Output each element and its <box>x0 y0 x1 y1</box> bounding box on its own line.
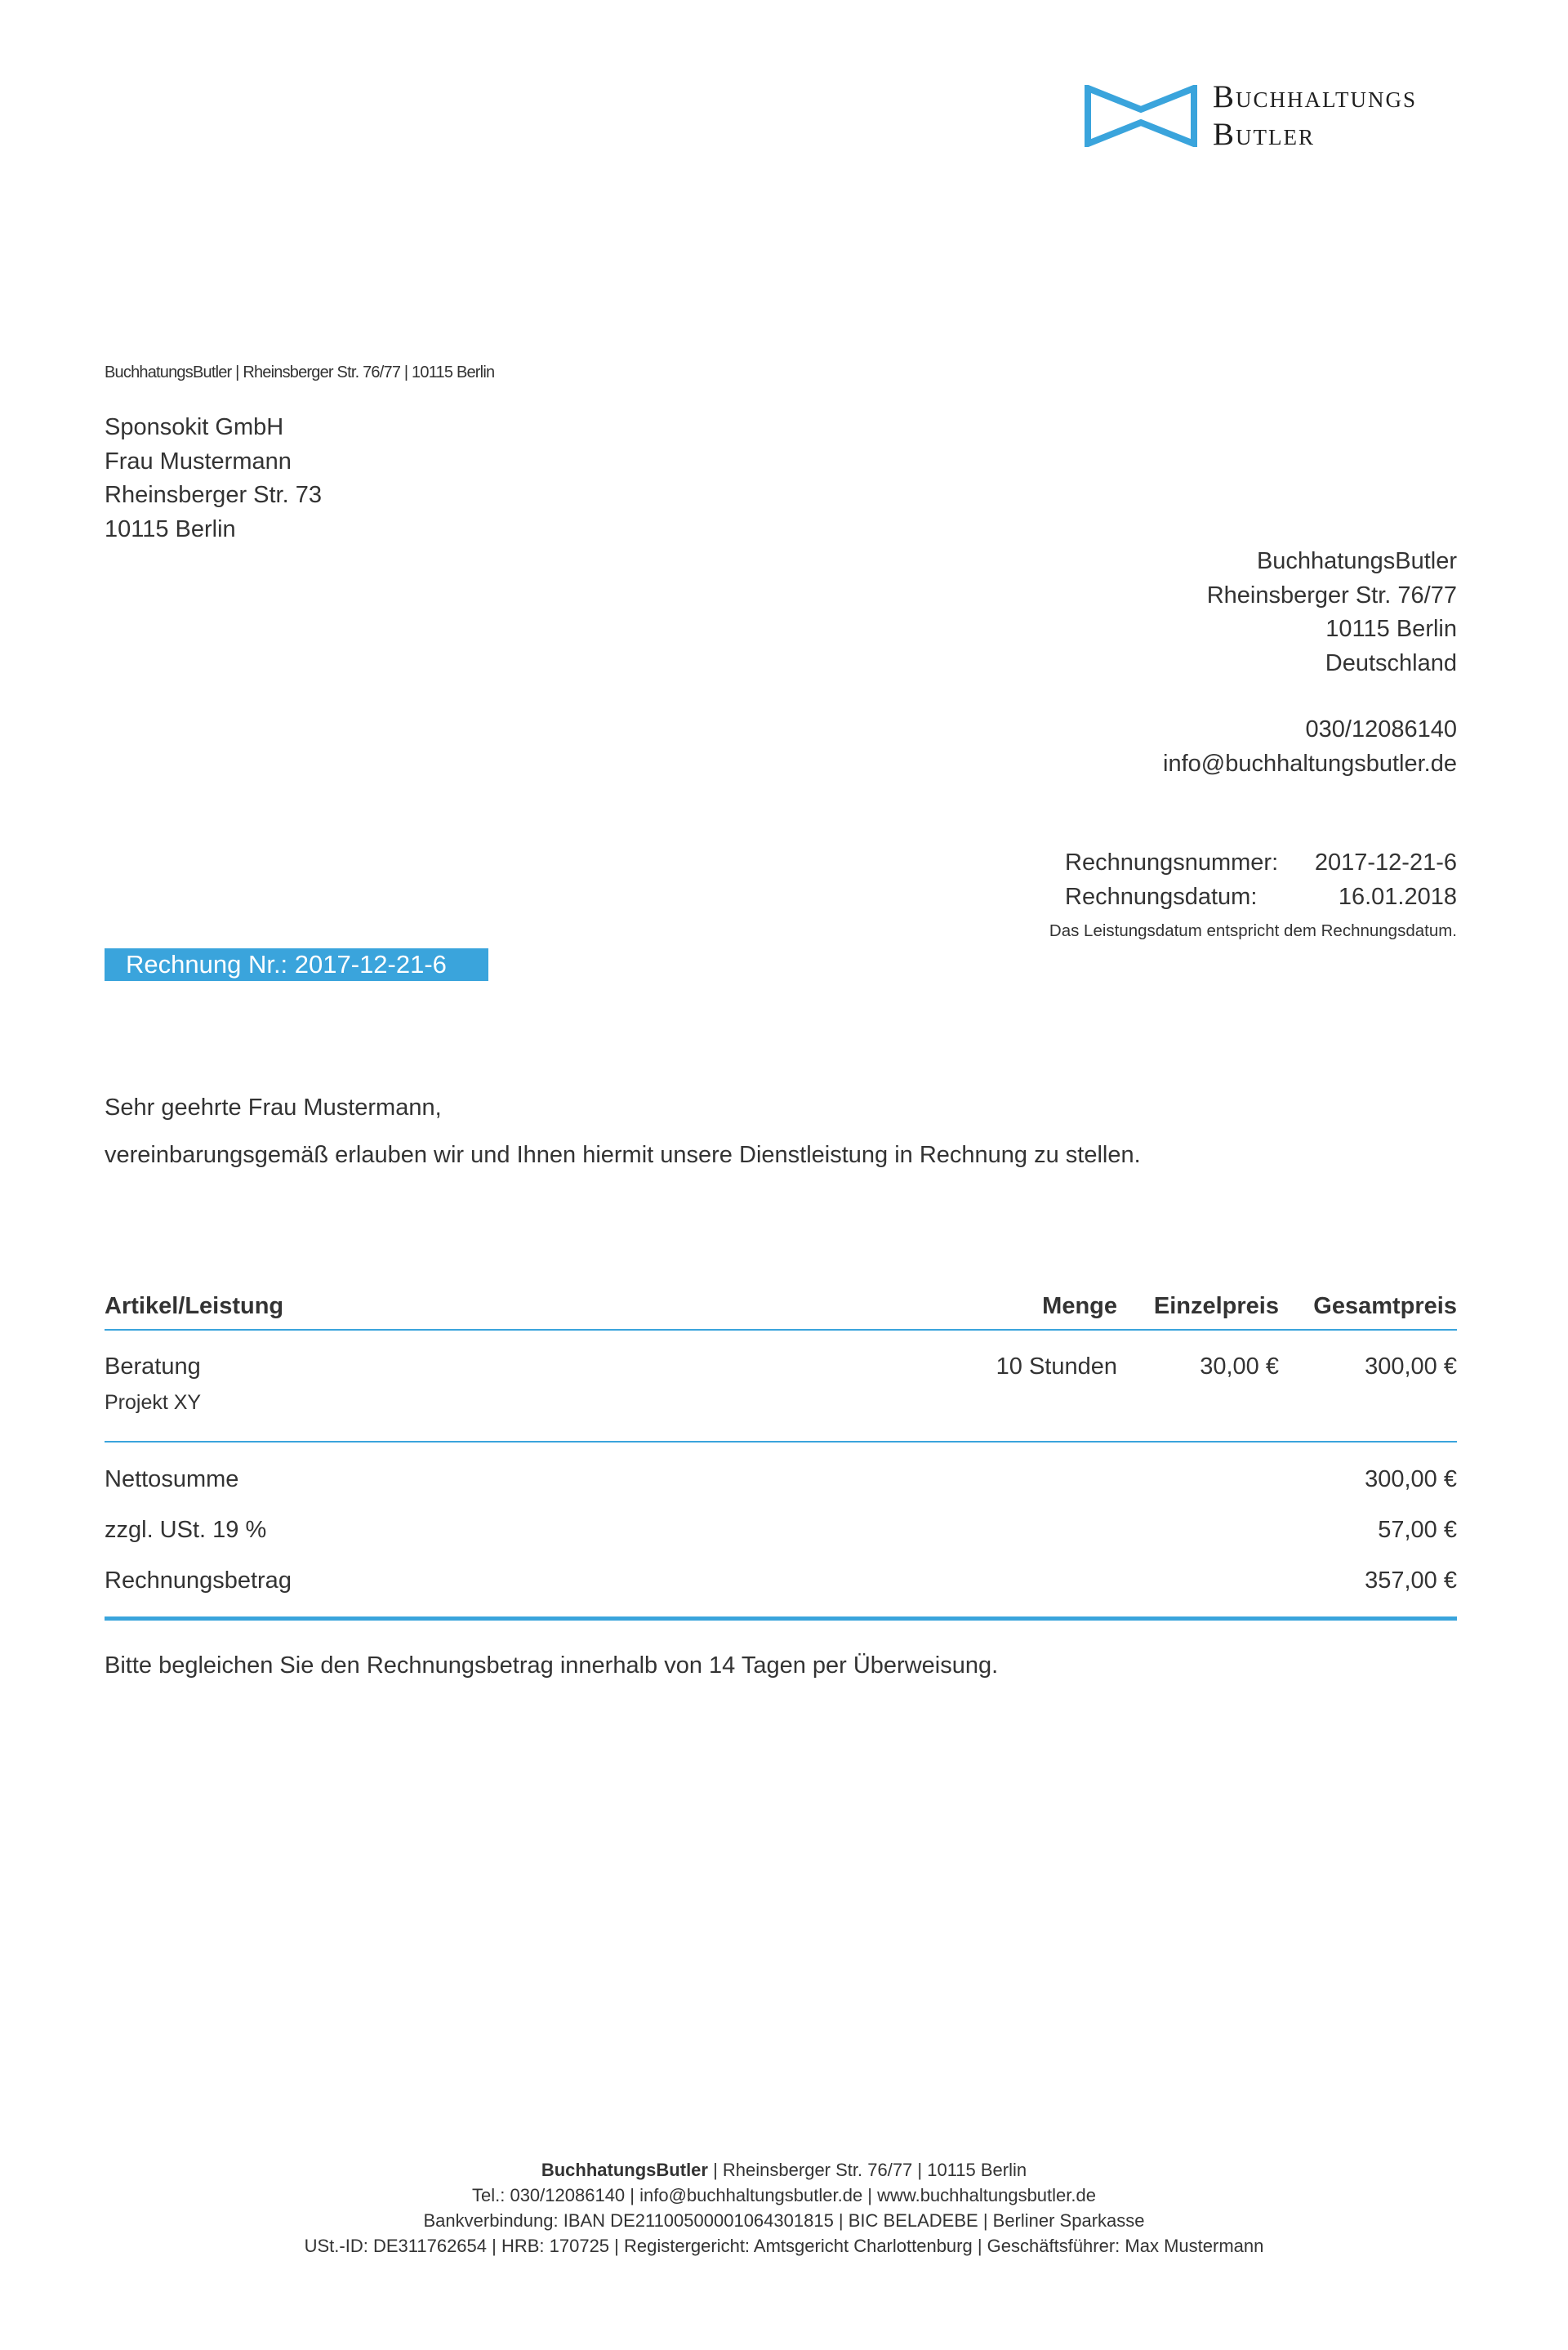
payment-note: Bitte begleichen Sie den Rechnungsbetrag innerhalb von 14 Tagen per Überweisung. <box>105 1652 999 1679</box>
invoice-date-label: Rechnungsdatum: <box>1065 883 1258 910</box>
sender-address <box>1207 545 1457 680</box>
row-unit-price: 30,00 € <box>1200 1353 1279 1380</box>
invoice-date-value: 16.01.2018 <box>1338 883 1457 910</box>
company-logo <box>1085 78 1460 156</box>
bowtie-logo-icon <box>1085 85 1197 147</box>
sender-country: Deutschland <box>1325 649 1457 676</box>
invoice-date-row <box>1065 881 1457 915</box>
row-item: Beratung <box>105 1353 201 1380</box>
invoice-number-row <box>1065 846 1457 881</box>
logo-wordmark <box>1213 78 1417 154</box>
header-total-price: Gesamtpreis <box>1313 1293 1457 1319</box>
table-body-divider <box>105 1441 1457 1443</box>
invoice-number-label: Rechnungsnummer: <box>1065 849 1279 876</box>
tax-label: zzgl. USt. 19 % <box>105 1517 267 1543</box>
footer <box>0 2157 1568 2259</box>
sender-return-line: BuchhatungsButler | Rheinsberger Str. 76/77 | 10115 Berlin <box>105 363 495 381</box>
footer-line-2: Tel.: 030/12086140 | info@buchhaltungsbutler.de | www.buchhaltungsbutler.de <box>472 2185 1096 2205</box>
footer-company: BuchhatungsButler <box>541 2160 708 2180</box>
logo-line-1: Buchhaltungs <box>1213 79 1418 114</box>
row-quantity: 10 Stunden <box>996 1353 1117 1380</box>
sender-city: 10115 Berlin <box>1325 616 1457 642</box>
tax-value: 57,00 € <box>1378 1517 1457 1543</box>
footer-line-4: USt.-ID: DE311762654 | HRB: 170725 | Registergericht: Amtsgericht Charlottenburg | Geschäftsführer: Max Mustermann <box>304 2236 1264 2256</box>
invoice-meta <box>1065 846 1457 914</box>
header-quantity: Menge <box>1042 1293 1117 1319</box>
sender-contact <box>1163 713 1457 781</box>
logo-line-2: Butler <box>1213 117 1315 152</box>
gross-label: Rechnungsbetrag <box>105 1567 292 1594</box>
sender-street: Rheinsberger Str. 76/77 <box>1206 582 1457 609</box>
recipient-name: Frau Mustermann <box>105 448 292 475</box>
sender-email[interactable]: info@buchhaltungsbutler.de <box>1163 750 1457 777</box>
sender-phone: 030/12086140 <box>1305 716 1457 742</box>
table-header-divider <box>105 1329 1457 1331</box>
header-item: Artikel/Leistung <box>105 1293 284 1319</box>
invoice-title: Rechnung Nr.: 2017-12-21-6 <box>105 948 488 981</box>
invoice-number-value: 2017-12-21-6 <box>1314 849 1457 876</box>
gross-value: 357,00 € <box>1365 1567 1457 1594</box>
footer-address: | Rheinsberger Str. 76/77 | 10115 Berlin <box>707 2160 1027 2180</box>
row-item-detail: Projekt XY <box>105 1391 202 1414</box>
footer-line-1 <box>0 2157 1568 2183</box>
intro-text: vereinbarungsgemäß erlauben wir und Ihnen hiermit unsere Dienstleistung in Rechnung zu stellen. <box>105 1142 1141 1168</box>
service-date-note: Das Leistungsdatum entspricht dem Rechnungsdatum. <box>1049 921 1457 940</box>
recipient-city: 10115 Berlin <box>105 515 236 542</box>
row-total-price: 300,00 € <box>1365 1353 1457 1380</box>
recipient-street: Rheinsberger Str. 73 <box>105 482 322 508</box>
net-value: 300,00 € <box>1365 1466 1457 1492</box>
sender-company: BuchhatungsButler <box>1256 548 1457 574</box>
recipient-company: Sponsokit GmbH <box>105 414 284 440</box>
salutation: Sehr geehrte Frau Mustermann, <box>105 1095 442 1121</box>
header-unit-price: Einzelpreis <box>1153 1293 1279 1319</box>
recipient-address <box>105 411 322 546</box>
footer-line-3: Bankverbindung: IBAN DE21100500001064301815 | BIC BELADEBE | Berliner Sparkasse <box>423 2210 1145 2231</box>
totals-divider <box>105 1616 1457 1621</box>
net-label: Nettosumme <box>105 1466 239 1492</box>
